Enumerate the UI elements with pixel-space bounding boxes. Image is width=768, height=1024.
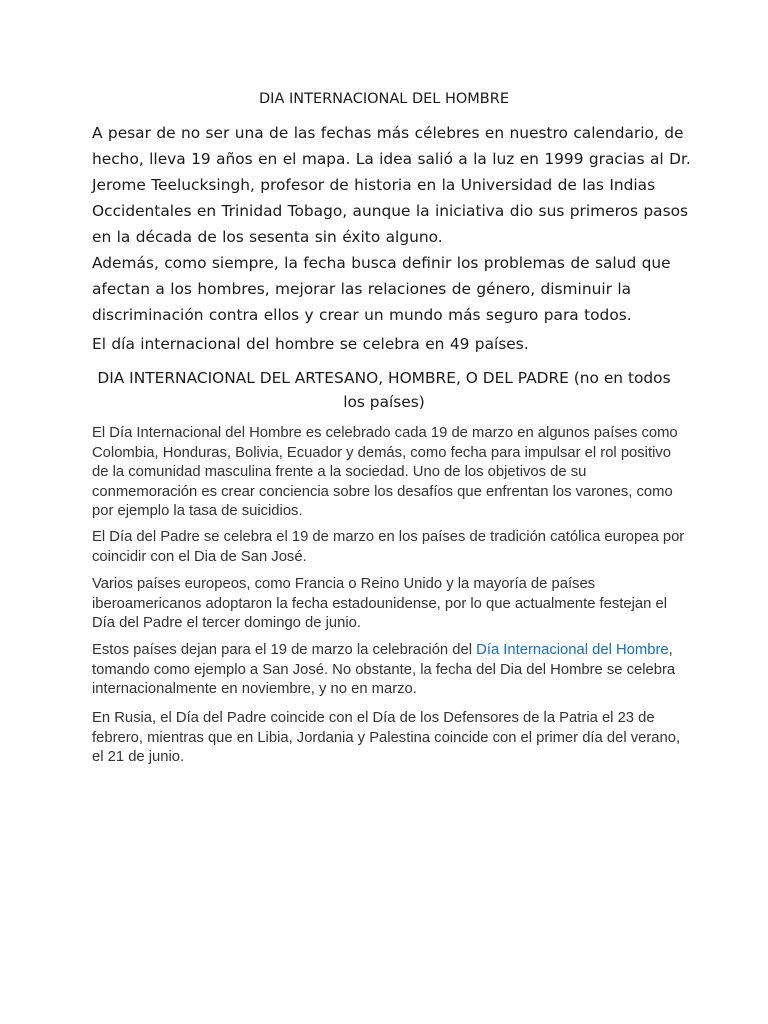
intro-paragraph: A pesar de no ser una de las fechas más célebres en nuestro calendario, de hecho, lleva 19 años en el mapa. La idea salió a la luz en 1999 gracias al Dr. Jerome Teelucksingh, profesor de historia en la Universidad de las Indias Occidentales en Trinidad Tobago, aunque la iniciativa dio sus primeros pasos en la década de los sesenta sin éxito alguno. xyxy=(92,124,691,246)
san-jose-paragraph xyxy=(92,641,688,700)
san-jose-text-after: , tomando como ejemplo a San José. No obstante, la fecha del Dia del Hombre se celebra internacionalmente en noviembre, y no en marzo. xyxy=(92,642,676,697)
health-paragraph: Además, como siempre, la fecha busca definir los problemas de salud que afectan a los hombres, mejorar las relaciones de género, disminuir la discriminación contra ellos y crear un mundo más seguro para todos. xyxy=(92,254,671,324)
russia-paragraph: En Rusia, el Día del Padre coincide con el Día de los Defensores de la Patria el 23 de febrero, mientras que en Libia, Jordania y Palestina coincide con el primer día del verano, el 21 de junio. xyxy=(92,710,681,765)
section-title: DIA INTERNACIONAL DEL ARTESANO, HOMBRE, O DEL PADRE (no en todos los países) xyxy=(97,369,671,411)
san-jose-text-before: Estos países dejan para el 19 de marzo la celebración del xyxy=(92,642,477,658)
document-title: DIA INTERNACIONAL DEL HOMBRE xyxy=(259,91,509,107)
fathers-day-paragraph: El Día del Padre se celebra el 19 de marzo en los países de tradición católica europea por coincidir con el Dia de San José. xyxy=(92,529,685,565)
countries-paragraph: El día internacional del hombre se celebra en 49 países. xyxy=(92,335,529,353)
european-countries-paragraph: Varios países europeos, como Francia o Reino Unido y la mayoría de países iberoamericanos adoptaron la fecha estadounidense, por lo que actualmente festejan el Día del Padre el tercer domingo de junio. xyxy=(92,576,667,631)
mens-day-link[interactable]: Día Internacional del Hombre xyxy=(476,642,669,658)
march-paragraph: El Día Internacional del Hombre es celebrado cada 19 de marzo en algunos países como Colombia, Honduras, Bolivia, Ecuador y demás, como fecha para impulsar el rol positivo de la comunidad masculina frente a la sociedad. Uno de los objetivos de su conmemoración es crear conciencia sobre los desafíos que enfrentan los varones, como por ejemplo la tasa de suicidios. xyxy=(92,425,678,519)
